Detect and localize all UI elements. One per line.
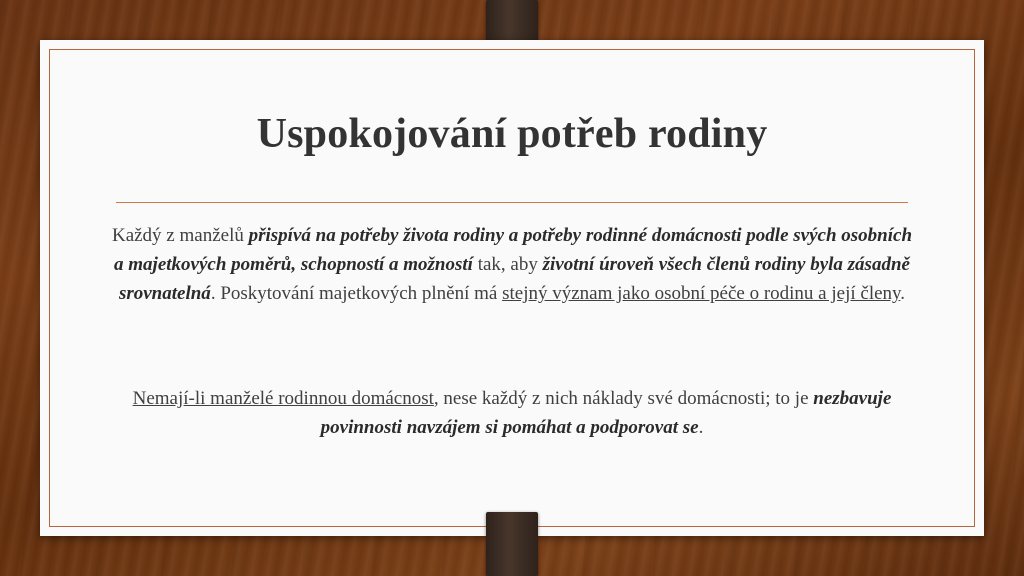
p2-text-1: , nese každý z nich náklady své domácnosti; to je xyxy=(433,388,814,409)
paragraph-contribution xyxy=(110,221,914,308)
slide-title: Uspokojování potřeb rodiny xyxy=(256,111,768,157)
p2-underlined: Nemají-li manželé rodinnou domácnost xyxy=(132,388,434,409)
p1-text-4: . xyxy=(900,283,906,304)
p1-underlined: stejný význam jako osobní péče o rodinu a její členy xyxy=(502,283,901,304)
paragraph-separate-household xyxy=(110,384,914,442)
p2-text-2: . xyxy=(698,417,704,438)
p1-emphasis-2: životní úroveň všech členů rodiny byla zásadně srovnatelná xyxy=(118,254,910,304)
p1-text-2: tak, aby xyxy=(472,254,543,275)
p2-emphasis-1: nezbavuje povinnosti navzájem si pomáhat a podporovat se xyxy=(320,388,892,438)
slide-card xyxy=(40,40,984,536)
p1-emphasis-1: přispívá na potřeby života rodiny a potřeby rodinné domácnosti podle svých osobních a majetkových poměrů, schopností a možností xyxy=(114,225,913,275)
title-divider xyxy=(116,202,908,203)
p1-text-3: . Poskytování majetkových plnění má xyxy=(210,283,503,304)
bottom-binder-clip xyxy=(486,512,538,576)
p1-text-1: Každý z manželů xyxy=(111,225,249,246)
